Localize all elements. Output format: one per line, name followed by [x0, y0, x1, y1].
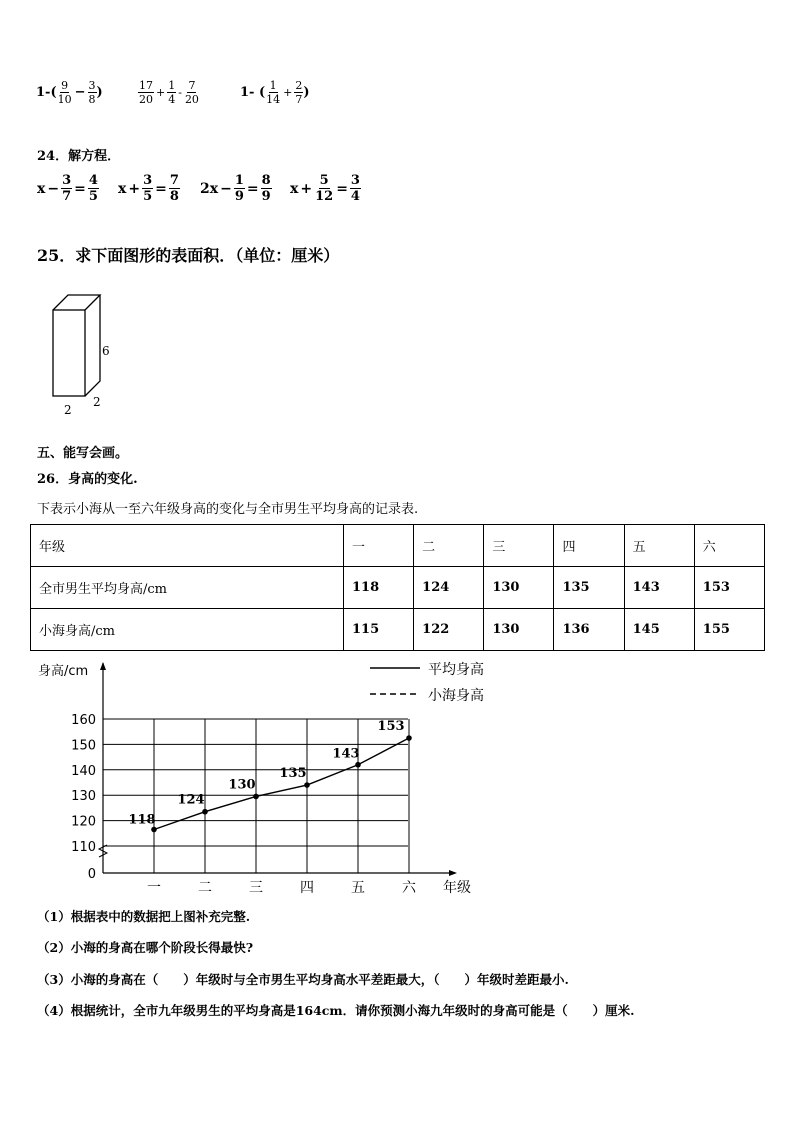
table-cell: 136 — [554, 609, 624, 651]
fraction: $\frac{3}{7}$ — [62, 173, 72, 204]
y-tick-label: 140 — [71, 763, 96, 779]
fraction: $\frac{5}{12}$ — [315, 173, 334, 204]
fraction: $\frac{3}{5}$ — [143, 173, 153, 204]
x-tick-label: 六 — [402, 880, 416, 896]
table-cell: 130 — [484, 609, 554, 651]
table-cell: 155 — [694, 609, 764, 651]
table-header-cell: 一 — [344, 525, 414, 567]
fraction: $\frac{7}{20}$ — [184, 79, 199, 106]
cuboid-depth-label: 2 — [93, 395, 101, 409]
cuboid-height-label: 6 — [102, 344, 110, 358]
operator: − — [220, 180, 232, 197]
cuboid-figure — [40, 290, 120, 420]
y-tick-label: 120 — [71, 814, 96, 830]
table-cell: 130 — [484, 567, 554, 609]
question-1: （1）根据表中的数据把上图补充完整. — [37, 909, 251, 924]
data-point — [151, 827, 157, 833]
x-tick-label: 五 — [351, 880, 365, 896]
table-header-cell: 二 — [414, 525, 484, 567]
table-header-row — [31, 525, 765, 567]
plus-sign: + — [283, 86, 293, 99]
minus-sign: - — [178, 86, 182, 99]
y-axis-arrow — [100, 662, 106, 670]
axis-break-mark — [99, 845, 107, 857]
data-point — [202, 809, 208, 815]
y-tick-label: 0 — [87, 867, 96, 882]
q24-heading: 24．解方程． — [37, 149, 121, 164]
expr3-prefix: 1- ( — [240, 85, 266, 100]
question-2: （2）小海的身高在哪个阶段长得最快? — [37, 940, 254, 955]
x-tick-label: 一 — [147, 880, 161, 896]
data-point — [253, 794, 259, 800]
minus-sign: − — [74, 85, 86, 100]
cuboid-top-face — [53, 295, 100, 310]
table-row — [31, 567, 765, 609]
table-row — [31, 609, 765, 651]
plus-sign: + — [156, 86, 166, 99]
equation-3 — [200, 174, 272, 203]
fraction: $\frac{17}{20}$ — [139, 79, 153, 106]
q26-intro: 下表示小海从一至六年级身高的变化与全市男生平均身高的记录表. — [37, 502, 419, 517]
cuboid-side-edge — [85, 295, 100, 396]
table-row-label: 全市男生平均身高/cm — [31, 567, 344, 609]
table-cell: 122 — [414, 609, 484, 651]
question-3: （3）小海的身高在（ ）年级时与全市男生平均身高水平差距最大，（ ）年级时差距最小. — [37, 972, 569, 987]
fraction: $\frac{2}{7}$ — [295, 79, 303, 106]
series-line-average — [154, 738, 409, 829]
table-cell: 135 — [554, 567, 624, 609]
data-label: 124 — [177, 792, 205, 808]
table-cell: 118 — [344, 567, 414, 609]
x-axis-arrow — [449, 870, 457, 876]
data-point — [406, 735, 412, 741]
equation-1 — [37, 174, 99, 203]
variable: x — [118, 180, 127, 197]
variable: 2x — [200, 180, 219, 197]
data-label: 143 — [332, 746, 360, 762]
data-point — [304, 782, 310, 788]
fraction: $\frac{1}{14}$ — [266, 79, 281, 106]
fraction: $\frac{3}{4}$ — [350, 173, 360, 204]
y-axis-label: 身高/cm — [38, 664, 89, 679]
cuboid-width-label: 2 — [64, 403, 72, 417]
table-cell: 115 — [344, 609, 414, 651]
y-tick-label: 130 — [71, 789, 96, 805]
fraction: $\frac{3}{8}$ — [88, 79, 96, 106]
variable: x — [37, 180, 46, 197]
equation-4 — [290, 174, 361, 203]
table-cell: 124 — [414, 567, 484, 609]
table-header-cell: 三 — [484, 525, 554, 567]
data-label: 135 — [279, 766, 307, 782]
question-4: （4）根据统计，全市九年级男生的平均身高是164cm．请你预测小海九年级时的身高可能是（ ）厘米. — [37, 1003, 635, 1018]
fraction: $\frac{1}{4}$ — [168, 79, 176, 106]
q25-heading: 25．求下面图形的表面积．（单位：厘米） — [37, 246, 340, 265]
fraction: $\frac{8}{9}$ — [261, 173, 271, 204]
height-line-chart — [0, 650, 560, 900]
expr3-suffix: ) — [303, 85, 310, 100]
fraction: $\frac{4}{5}$ — [88, 173, 98, 204]
equals-sign: = — [74, 180, 86, 197]
variable: x — [290, 180, 299, 197]
expr1-suffix: ) — [96, 85, 103, 100]
fraction: $\frac{7}{8}$ — [169, 173, 179, 204]
table-cell: 143 — [624, 567, 694, 609]
expr1-prefix: 1-( — [36, 85, 57, 100]
data-label: 118 — [128, 812, 156, 828]
table-header-cell: 六 — [694, 525, 764, 567]
q26-heading: 26．身高的变化. — [37, 472, 138, 487]
table-cell: 145 — [624, 609, 694, 651]
table-header-cell: 四 — [554, 525, 624, 567]
table-cell: 153 — [694, 567, 764, 609]
x-axis-label: 年级 — [443, 880, 471, 896]
table-header-cell: 年级 — [31, 525, 344, 567]
operator: − — [47, 180, 60, 197]
operator: + — [300, 180, 313, 197]
expression-3 — [240, 80, 310, 105]
fraction: $\frac{9}{10}$ — [57, 79, 72, 106]
y-tick-label: 160 — [71, 713, 96, 728]
cuboid-front-face — [53, 310, 85, 396]
fraction: $\frac{1}{9}$ — [234, 173, 244, 204]
legend-label: 小海身高 — [428, 688, 484, 704]
table-row-label: 小海身高/cm — [31, 609, 344, 651]
y-tick-label: 110 — [71, 840, 96, 855]
legend-label: 平均身高 — [428, 662, 484, 678]
equation-2 — [118, 174, 180, 203]
section5-heading: 五、能写会画。 — [37, 446, 129, 461]
equals-sign: = — [246, 180, 259, 197]
data-label: 130 — [228, 777, 256, 793]
height-table — [30, 524, 765, 651]
equals-sign: = — [336, 180, 348, 197]
operator: + — [128, 180, 141, 197]
x-tick-label: 三 — [249, 880, 263, 896]
data-label: 153 — [377, 719, 405, 735]
table-header-cell: 五 — [624, 525, 694, 567]
x-tick-label: 四 — [300, 880, 314, 896]
y-tick-label: 150 — [71, 738, 96, 754]
expression-2 — [138, 80, 200, 105]
x-tick-label: 二 — [198, 880, 212, 896]
data-point — [355, 762, 361, 768]
equals-sign: = — [155, 180, 167, 197]
expression-1 — [36, 80, 103, 105]
